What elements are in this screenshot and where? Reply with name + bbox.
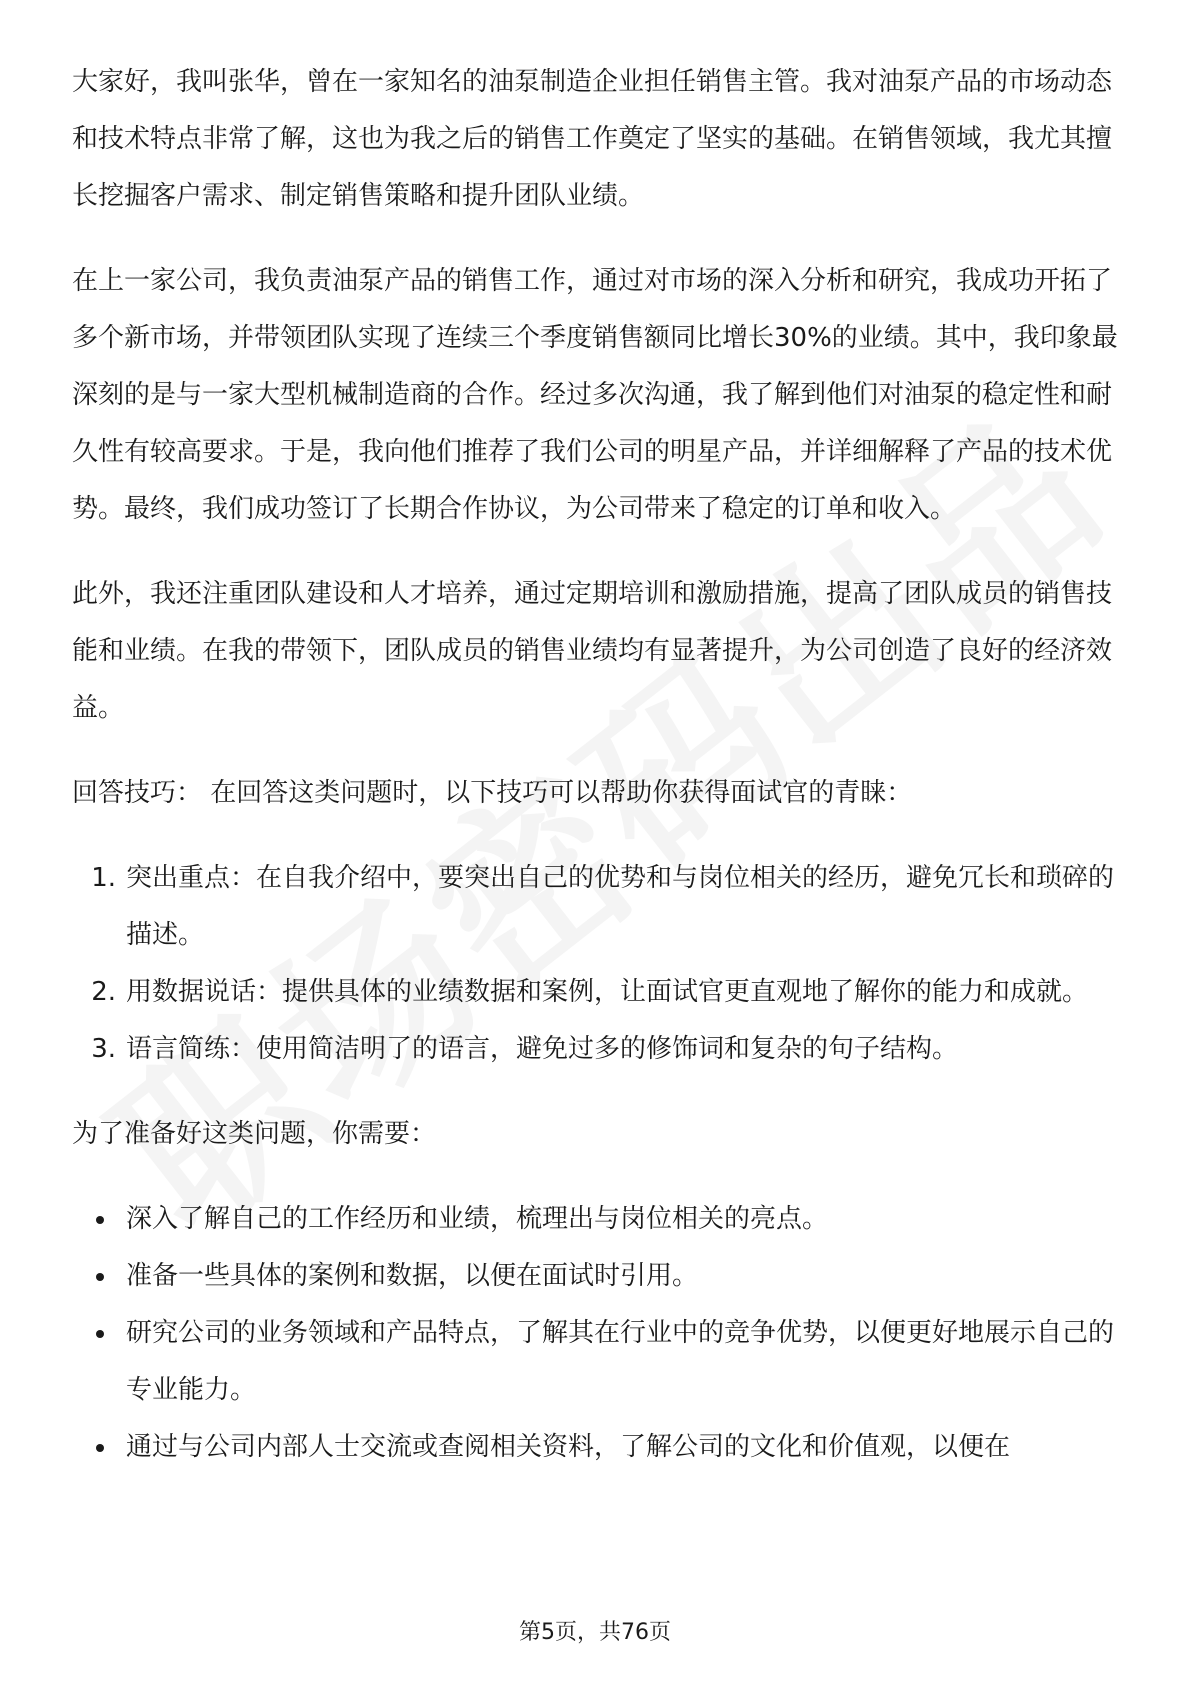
paragraph-intro: 大家好，我叫张华，曾在一家知名的油泵制造企业担任销售主管。我对油泵产品的市场动态和技术特点非常了解，这也为我之后的销售工作奠定了坚实的基础。在销售领域，我尤其擅长挖掘客户需求、制定销售策略和提升团队业绩。	[72, 67, 1113, 211]
list-item	[72, 1191, 1122, 1248]
list-item-text: 突出重点：在自我介绍中，要突出自己的优势和与岗位相关的经历，避免冗长和琐碎的描述。	[126, 863, 1115, 950]
page-number: 第5页，共76页	[519, 1620, 671, 1645]
bullet-icon	[96, 1216, 104, 1224]
list-item	[72, 850, 1122, 964]
tips-intro: 回答技巧： 在回答这类问题时，以下技巧可以帮助你获得面试官的青睐：	[72, 778, 913, 808]
list-item-text: 用数据说话：提供具体的业绩数据和案例，让面试官更直观地了解你的能力和成就。	[126, 977, 1089, 1007]
list-number: 3.	[91, 1034, 116, 1064]
tips-list	[72, 850, 1122, 1078]
list-item	[72, 1305, 1122, 1419]
list-item-text: 通过与公司内部人士交流或查阅相关资料，了解公司的文化和价值观，以便在	[126, 1432, 1011, 1462]
list-number: 1.	[91, 863, 116, 893]
list-item	[72, 1021, 1122, 1078]
list-item	[72, 1248, 1122, 1305]
list-number: 2.	[91, 977, 116, 1007]
paragraph-experience: 在上一家公司，我负责油泵产品的销售工作，通过对市场的深入分析和研究，我成功开拓了多个新市场，并带领团队实现了连续三个季度销售额同比增长30%的业绩。其中，我印象最深刻的是与一家大型机械制造商的合作。经过多次沟通，我了解到他们对油泵的稳定性和耐久性有较高要求。于是，我向他们推荐了我们公司的明星产品，并详细解释了产品的技术优势。最终，我们成功签订了长期合作协议，为公司带来了稳定的订单和收入。	[72, 266, 1118, 524]
list-item-text: 深入了解自己的工作经历和业绩，梳理出与岗位相关的亮点。	[126, 1204, 829, 1234]
list-item-text: 研究公司的业务领域和产品特点，了解其在行业中的竞争优势，以便更好地展示自己的专业能力。	[126, 1318, 1115, 1405]
bullet-icon	[96, 1330, 104, 1338]
list-item-text: 准备一些具体的案例和数据，以便在面试时引用。	[126, 1261, 699, 1291]
bullet-icon	[96, 1273, 104, 1281]
list-item	[72, 1419, 1122, 1476]
paragraph-team: 此外，我还注重团队建设和人才培养，通过定期培训和激励措施，提高了团队成员的销售技能和业绩。在我的带领下，团队成员的销售业绩均有显著提升，为公司创造了良好的经济效益。	[72, 579, 1113, 723]
prep-intro: 为了准备好这类问题，你需要：	[72, 1119, 437, 1149]
bullet-icon	[96, 1444, 104, 1452]
list-item	[72, 964, 1122, 1021]
document-body	[72, 54, 1122, 1504]
list-item-text: 语言简练：使用简洁明了的语言，避免过多的修饰词和复杂的句子结构。	[126, 1034, 959, 1064]
prep-list	[72, 1191, 1122, 1476]
